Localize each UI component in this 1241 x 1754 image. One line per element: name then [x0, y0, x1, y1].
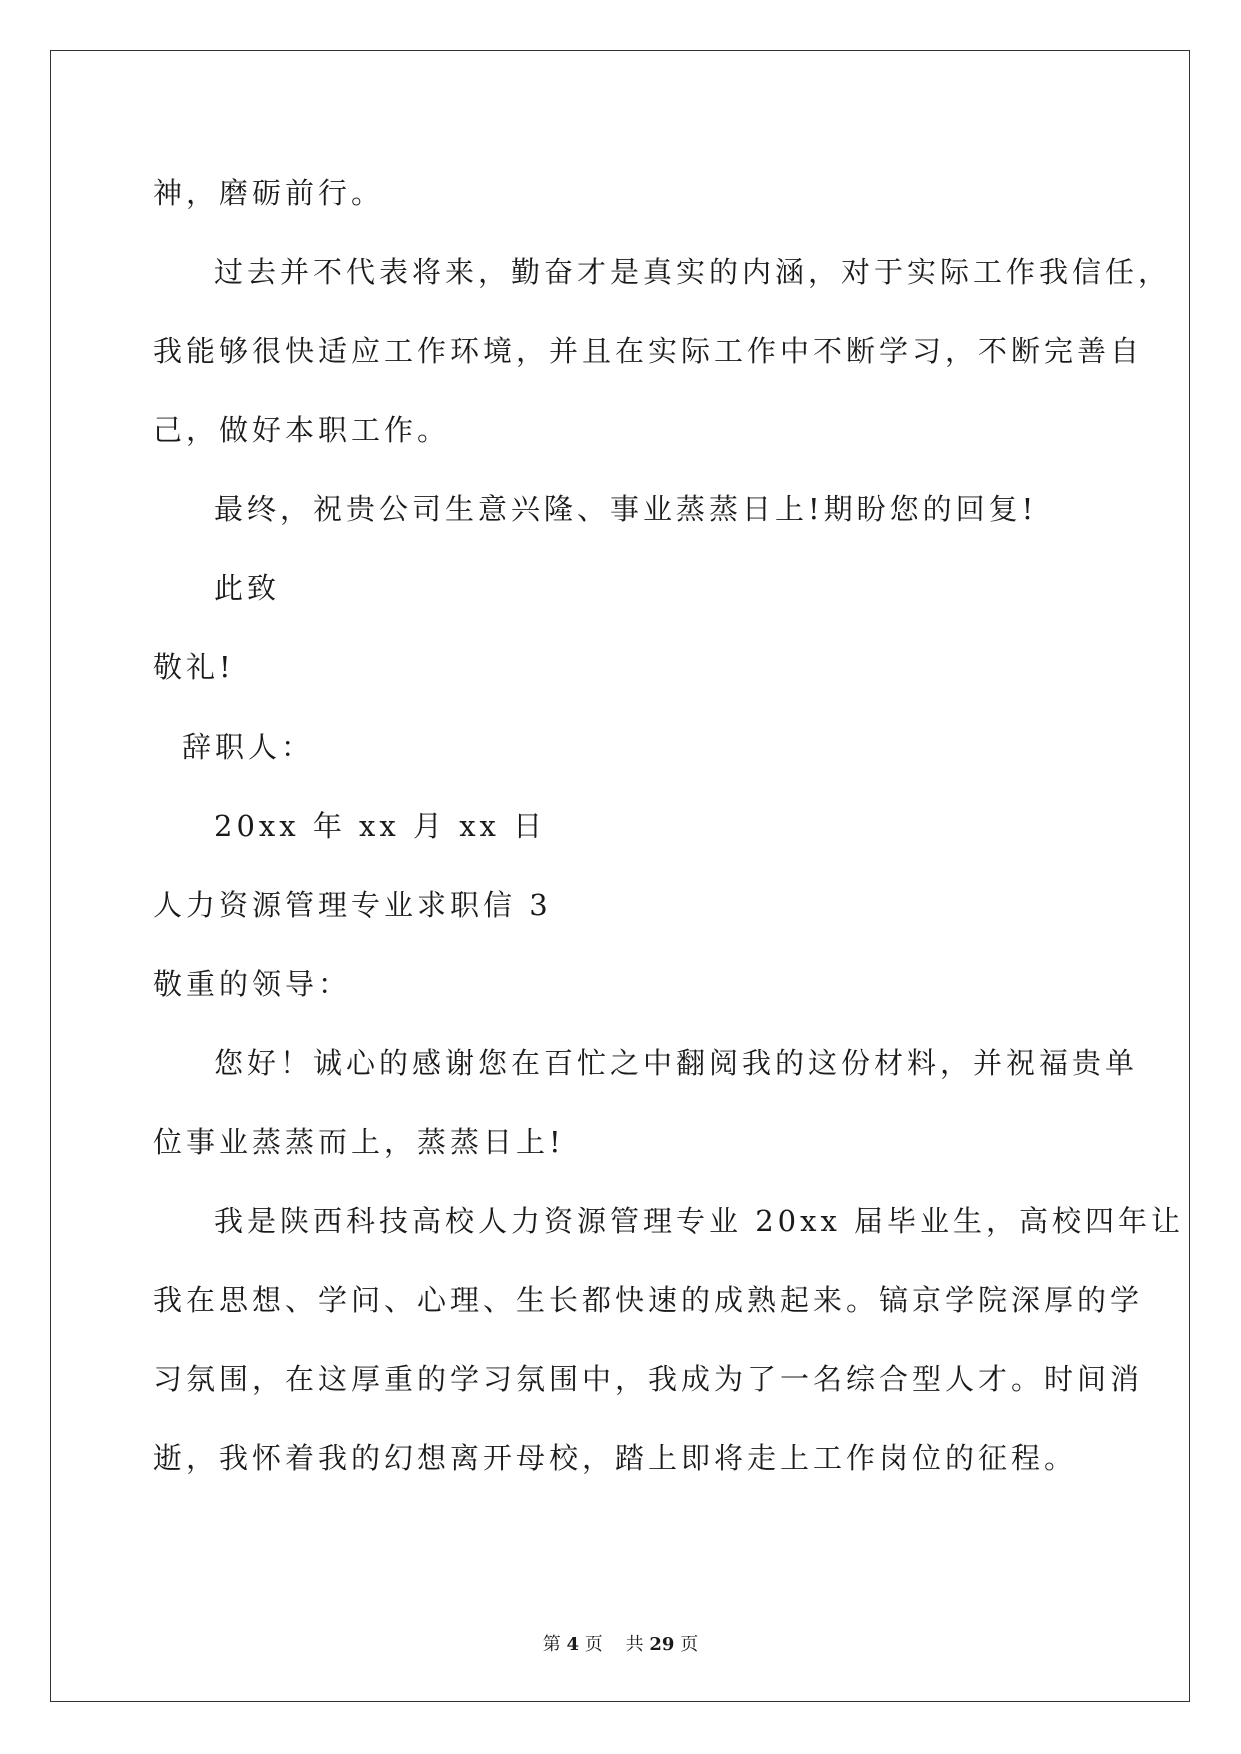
- section-heading: 人力资源管理专业求职信 3: [153, 888, 552, 922]
- text-line-14: 我是陕西科技高校人力资源管理专业 20xx 届毕业生，高校四年让: [214, 1204, 1185, 1238]
- text-line-13: 位事业蒸蒸而上，蒸蒸日上!: [153, 1125, 565, 1159]
- text-line-12: 您好！诚心的感谢您在百忙之中翻阅我的这份材料，并祝福贵单: [214, 1046, 1139, 1080]
- footer-page-number: 4: [566, 1634, 580, 1655]
- text-line-8: 辞职人：: [182, 730, 315, 764]
- text-line-6: 此致: [214, 571, 281, 605]
- salutation: 敬重的领导：: [153, 967, 352, 1001]
- text-line-9: 20xx 年 xx 月 xx 日: [214, 809, 547, 843]
- page-footer: [0, 1634, 1241, 1656]
- text-line-16: 习氛围，在这厚重的学习氛围中，我成为了一名综合型人才。时间消: [153, 1362, 1144, 1396]
- footer-suffix: 页: [680, 1634, 699, 1655]
- text-line-17: 逝，我怀着我的幻想离开母校，踏上即将走上工作岗位的征程。: [153, 1441, 1078, 1475]
- text-line-1: 神，磨砺前行。: [153, 176, 385, 210]
- text-line-4: 己，做好本职工作。: [153, 413, 451, 447]
- text-line-5: 最终，祝贵公司生意兴隆、事业蒸蒸日上!期盼您的回复!: [214, 492, 1038, 526]
- text-line-2: 过去并不代表将来，勤奋才是真实的内涵，对于实际工作我信任，: [214, 255, 1172, 289]
- footer-prefix: 第: [542, 1634, 561, 1655]
- text-line-15: 我在思想、学问、心理、生长都快速的成熟起来。镐京学院深厚的学: [153, 1283, 1144, 1317]
- text-line-7: 敬礼!: [153, 650, 235, 684]
- text-line-3: 我能够很快适应工作环境，并且在实际工作中不断学习，不断完善自: [153, 334, 1144, 368]
- footer-total-pages: 29: [649, 1634, 675, 1655]
- footer-middle: 页 共: [584, 1634, 644, 1655]
